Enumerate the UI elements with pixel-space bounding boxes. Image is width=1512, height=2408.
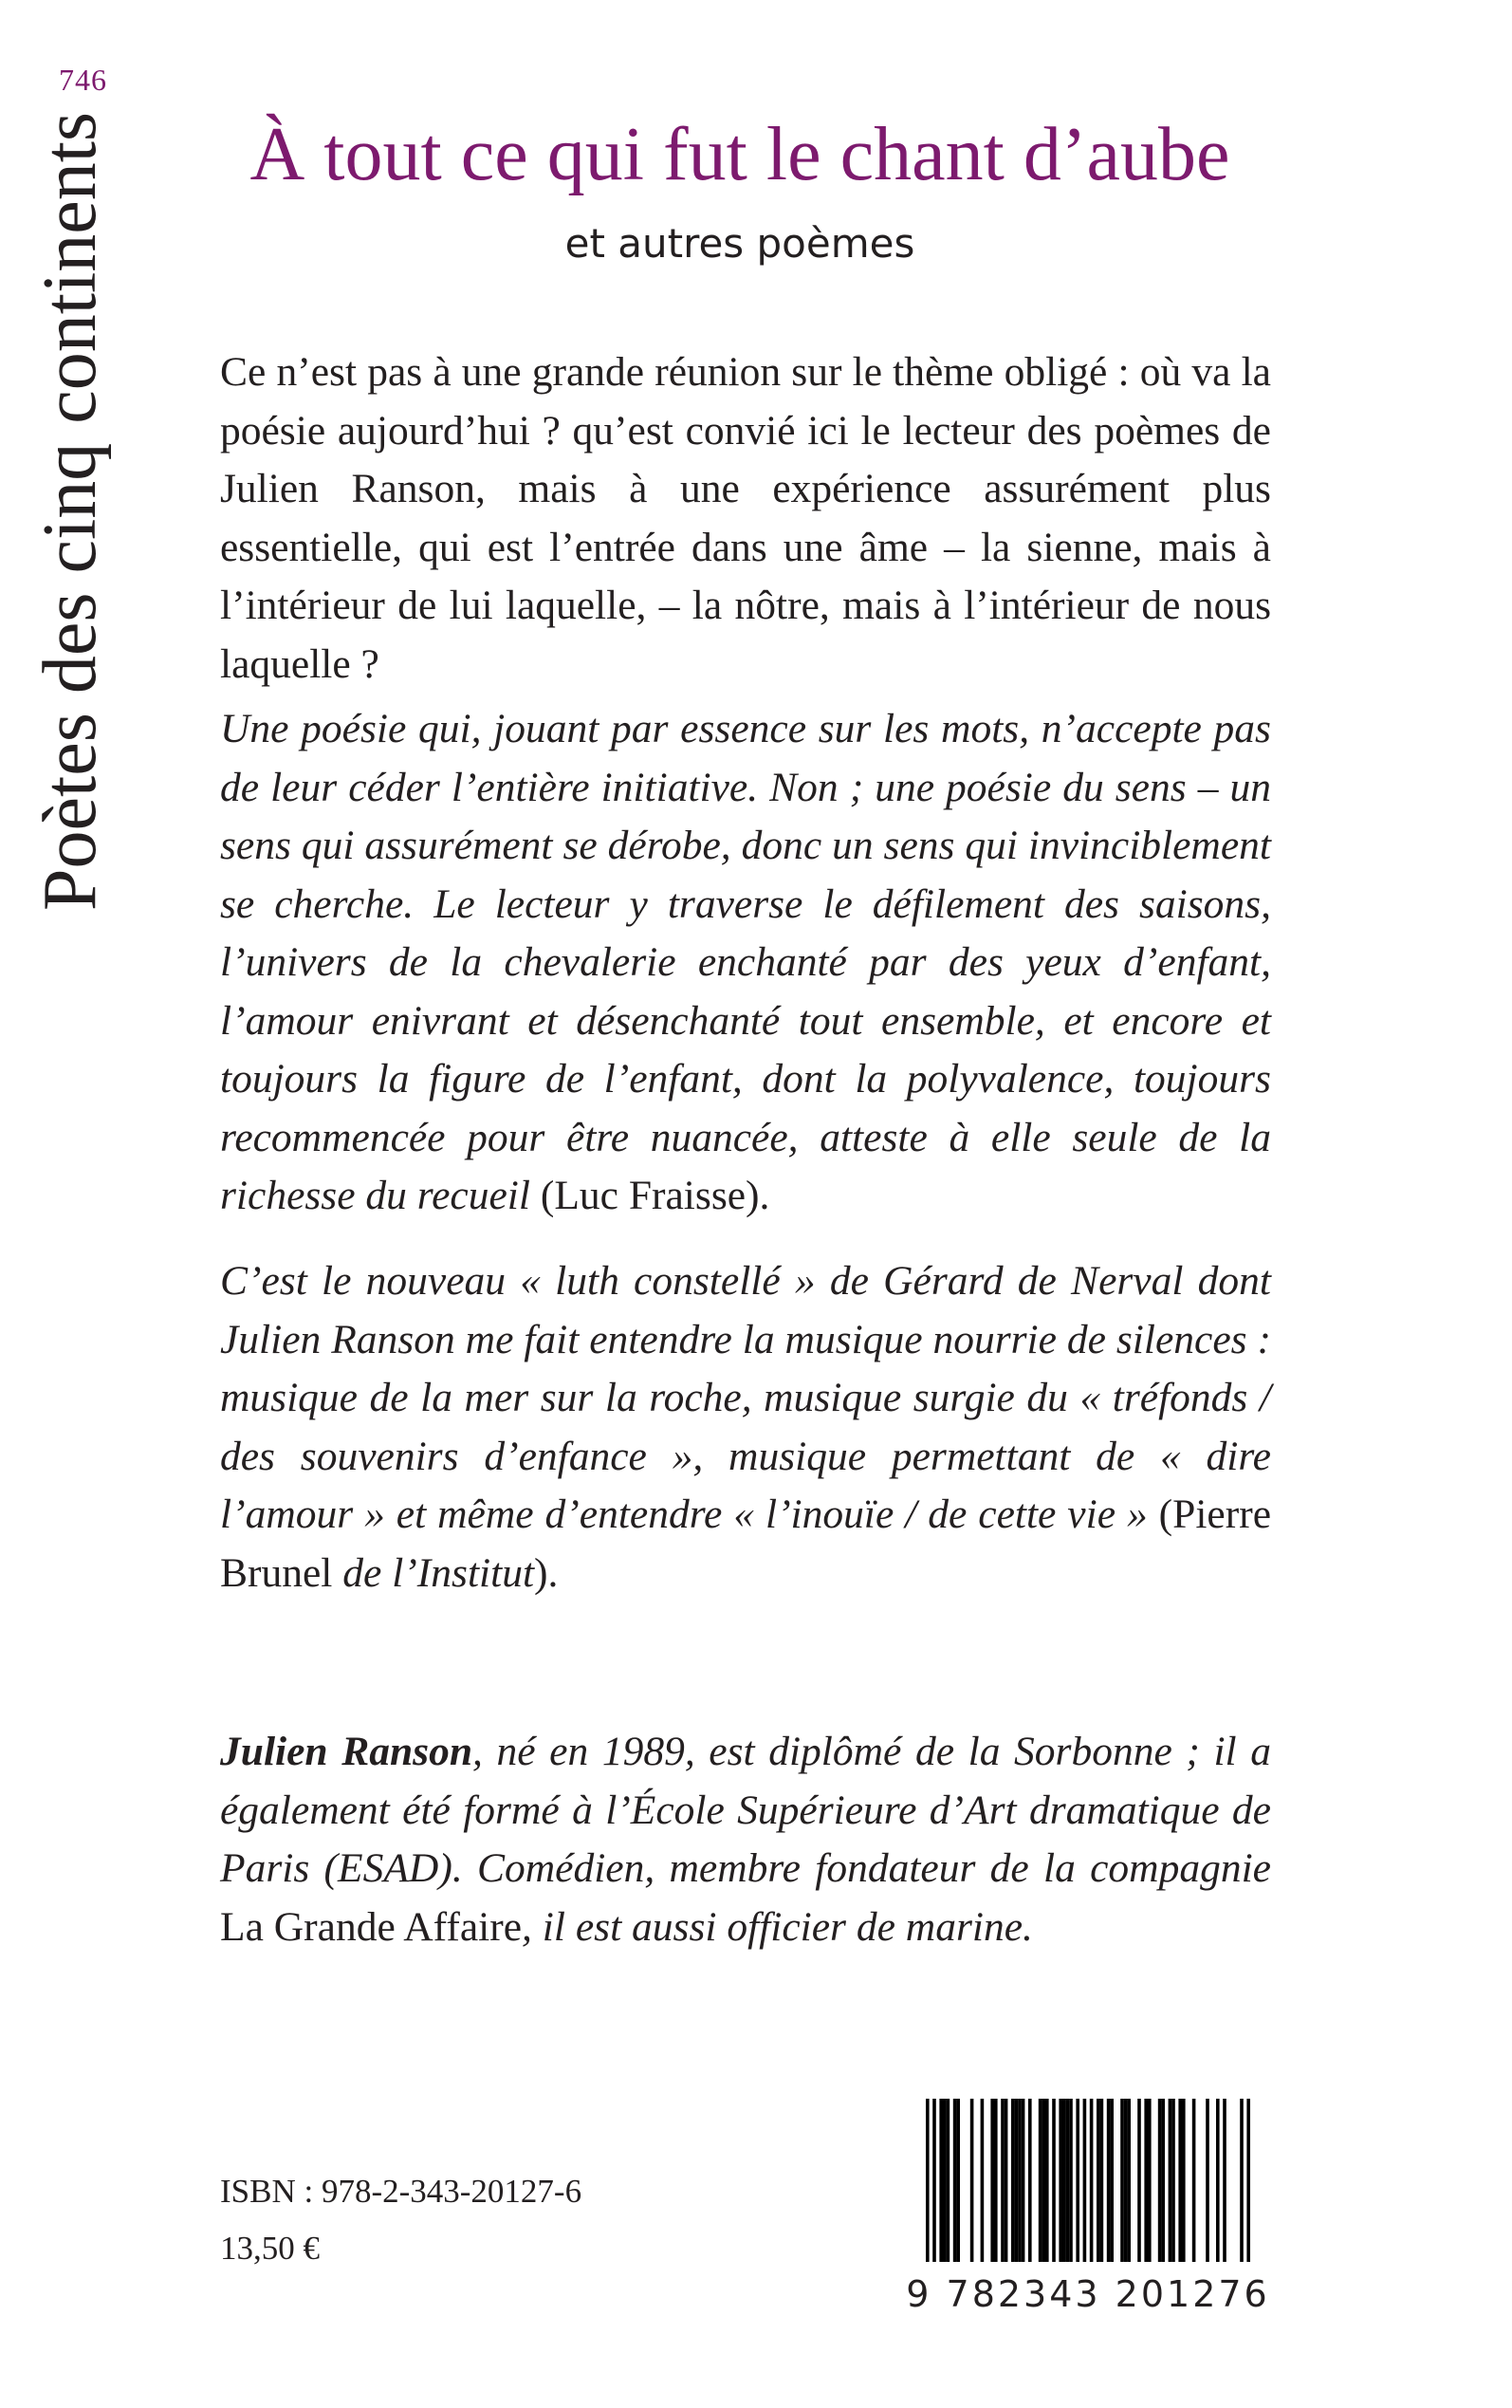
barcode-bar	[1097, 2099, 1100, 2262]
quote-text: C’est le nouveau « luth constellé » de Gérard de Nerval dont Julien Ranson me fait entendre la musique nourrie de silences : musique de la mer sur la roche, musique surgie du « tréfonds / des souvenirs d’enfance », musique permettant de « dire l’amour » et même d’entendre « l’inouïe / de cette vie »	[220, 1258, 1271, 1537]
barcode-bar	[943, 2099, 947, 2262]
quote-attribution-italic: de l’Institut	[342, 1549, 535, 1596]
barcode-bar	[1076, 2099, 1079, 2262]
barcode-bar	[1158, 2099, 1162, 2262]
barcode-bar	[947, 2099, 950, 2262]
barcode-bar	[932, 2099, 936, 2262]
barcode-bar	[1022, 2099, 1025, 2262]
barcode-bar	[1107, 2099, 1111, 2262]
series-title: Poètes des cinq continents	[28, 111, 112, 911]
barcode-bar	[1090, 2099, 1094, 2262]
series-number: 746	[59, 63, 107, 97]
barcode-bar	[953, 2099, 957, 2262]
quote-attribution-close: ).	[534, 1549, 559, 1596]
barcode-bar	[1045, 2099, 1049, 2262]
barcode-bar	[1148, 2099, 1152, 2262]
barcode-bar	[1120, 2099, 1124, 2262]
barcode	[903, 2099, 1273, 2315]
quote-luc-fraisse	[220, 700, 1271, 1226]
author-bio-text-end: , il est aussi officier de marine.	[522, 1903, 1033, 1950]
author-bio-text: , né en 1989, est diplômé de la Sorbonne ; il a également été formé à l’École Supérieure d’Art dramatique de Paris (ESAD). Comédien, membre fondateur de la compagnie	[220, 1729, 1271, 1891]
barcode-bar	[1066, 2099, 1070, 2262]
barcode-bar	[1005, 2099, 1008, 2262]
barcode-bar	[1059, 2099, 1062, 2262]
book-subtitle: et autres poèmes	[564, 220, 915, 267]
barcode-bar	[1015, 2099, 1019, 2262]
barcode-bar	[1127, 2099, 1131, 2262]
barcode-bar	[990, 2099, 994, 2262]
barcode-bar	[1042, 2099, 1045, 2262]
barcode-bar	[926, 2099, 930, 2262]
barcode-bar	[1171, 2099, 1175, 2262]
barcode-bar	[1240, 2099, 1244, 2262]
barcode-bar	[1223, 2099, 1226, 2262]
barcode-bar	[1110, 2099, 1114, 2262]
author-name: Julien Ranson	[220, 1729, 473, 1774]
barcode-bar	[1028, 2099, 1032, 2262]
company-name: La Grande Affaire	[220, 1903, 523, 1950]
barcode-bar	[970, 2099, 974, 2262]
book-title: À tout ce qui fut le chant d’aube	[249, 113, 1230, 196]
barcode-bar	[1039, 2099, 1042, 2262]
barcode-bar	[1137, 2099, 1141, 2262]
price: 13,50 €	[220, 2230, 320, 2267]
barcode-bar	[1062, 2099, 1066, 2262]
barcode-bar	[1144, 2099, 1148, 2262]
barcode-bar	[1069, 2099, 1073, 2262]
quote-attribution-open: (Pierre Brunel	[220, 1491, 1271, 1596]
barcode-bar	[1216, 2099, 1220, 2262]
barcode-bar	[1001, 2099, 1005, 2262]
quote-text: Une poésie qui, jouant par essence sur les mots, n’accepte pas de leur céder l’entière initiative. Non ; une poésie du sens – un sens qui assurément se dérobe, donc un sens qui invinciblement se cherche. Le lecteur y traverse le défilement des saisons, l’univers de la chevalerie enchanté par des yeux d’enfant, l’amour enivrant et désenchanté tout ensemble, et encore et toujours la figure de l’enfant, dont la polyvalence, toujours recommencée pour être nuancée, atteste à elle seule de la richesse du recueil	[220, 706, 1271, 1218]
barcode-bar	[1178, 2099, 1182, 2262]
barcode-bar	[981, 2099, 985, 2262]
author-bio	[220, 1723, 1271, 1956]
barcode-bar	[994, 2099, 998, 2262]
barcode-bar	[1246, 2099, 1250, 2262]
barcode-bar	[956, 2099, 960, 2262]
barcode-bar	[1124, 2099, 1128, 2262]
barcode-bar	[1100, 2099, 1104, 2262]
barcode-bar	[1206, 2099, 1209, 2262]
barcode-bar	[1169, 2099, 1172, 2262]
barcode-bar	[1018, 2099, 1022, 2262]
barcode-bar	[1182, 2099, 1186, 2262]
barcode-digits: 9 782343 201276	[906, 2273, 1270, 2315]
barcode-bar	[1161, 2099, 1165, 2262]
intro-paragraph: Ce n’est pas à une grande réunion sur le thème obligé : où va la poésie aujourd’hui ? qu’est convié ici le lecteur des poèmes de Julien Ranson, mais à une expérience assurément plus essentielle, qui est l’entrée dans une âme – la sienne, mais à l’intérieur de lui laquelle, – la nôtre, mais à l’intérieur de nous laquelle ?	[220, 349, 1271, 687]
quote-attribution: (Luc Fraisse).	[529, 1173, 770, 1218]
quote-pierre-brunel	[220, 1252, 1271, 1602]
barcode-bar	[1083, 2099, 1087, 2262]
barcode-bar	[1192, 2099, 1196, 2262]
isbn: ISBN : 978-2-343-20127-6	[220, 2173, 582, 2210]
barcode-bar	[939, 2099, 943, 2262]
barcode-bar	[1052, 2099, 1056, 2262]
barcode-bar	[1011, 2099, 1015, 2262]
barcode-bars	[903, 2099, 1273, 2273]
